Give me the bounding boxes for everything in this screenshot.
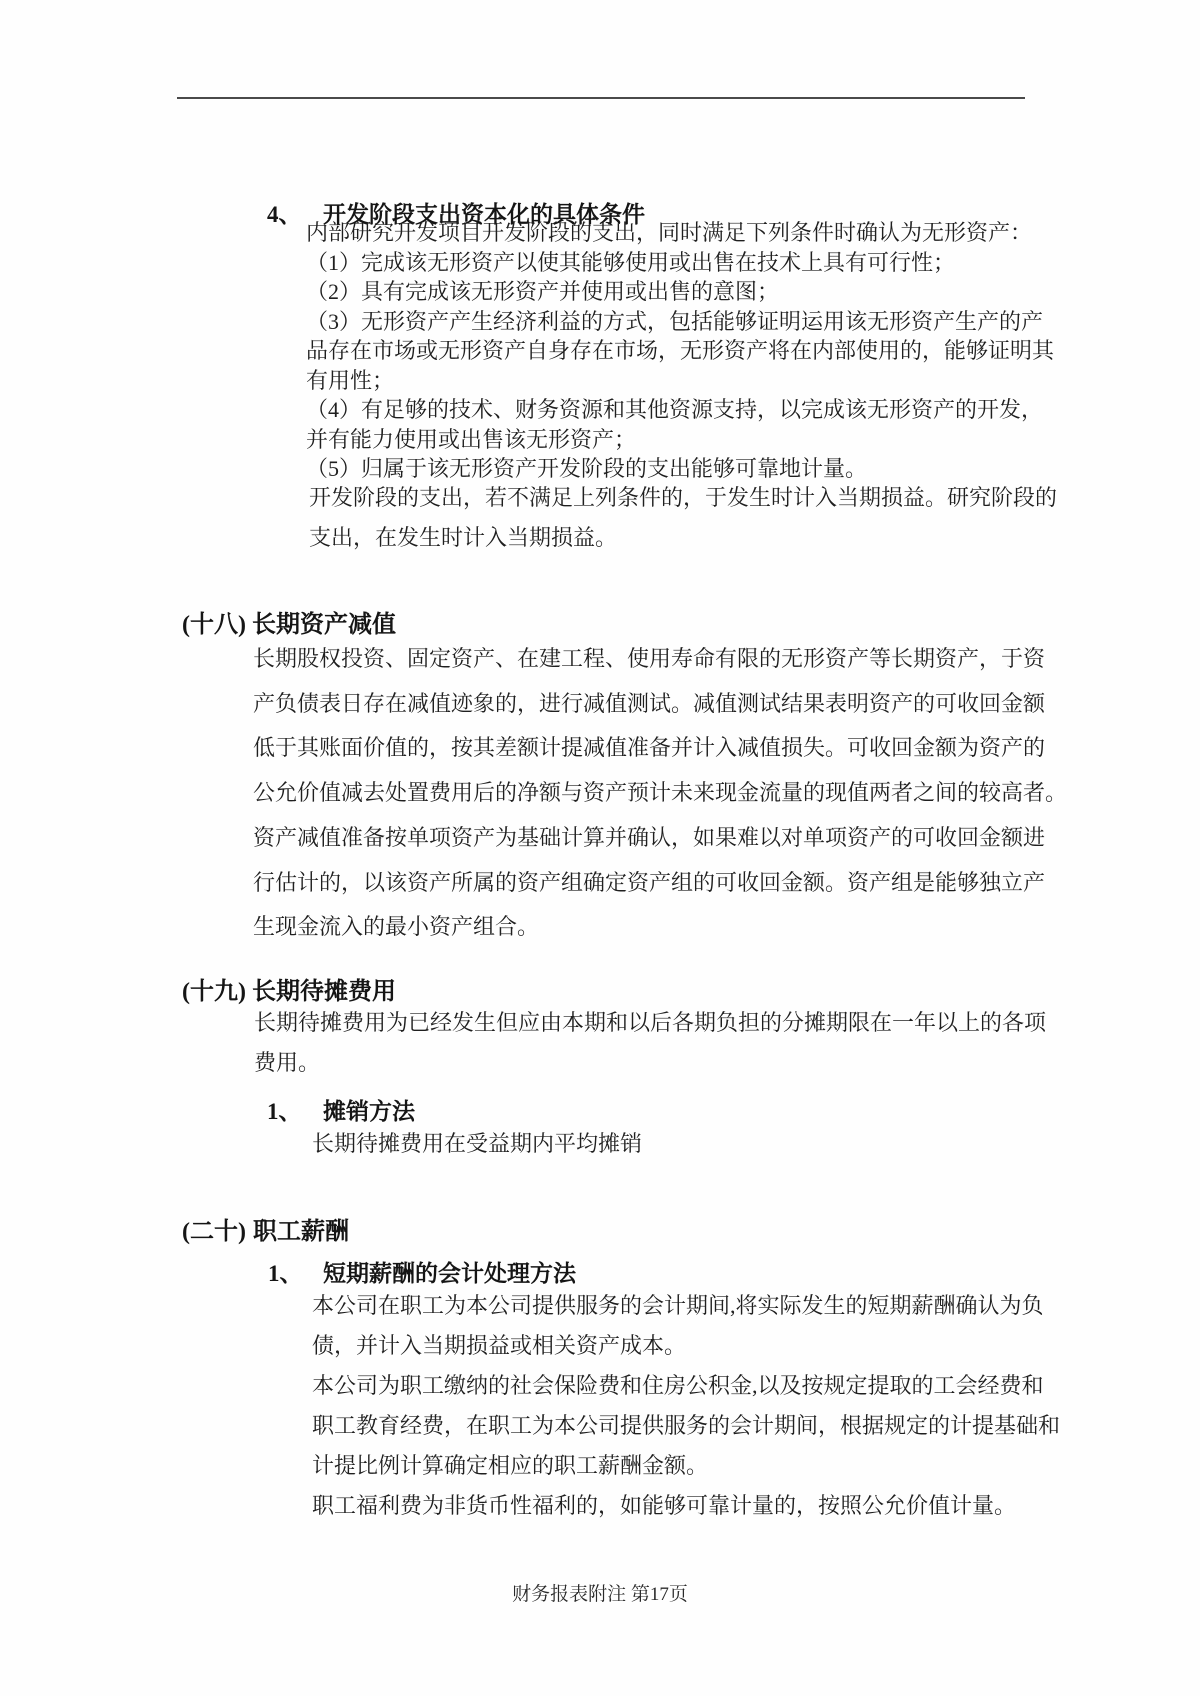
subsection-number: 1、 [268,1261,303,1286]
text-line: 支出，在发生时计入当期损益。 [309,524,618,550]
section-label: (十八) [182,612,246,638]
text-line: （5）归属于该无形资产开发阶段的支出能够可靠地计量。 [306,456,868,481]
text-line: 长期待摊费用为已经发生但应由本期和以后各期负担的分摊期限在一年以上的各项 [254,1010,1047,1035]
subsection-body-lines [312,1286,1060,1526]
text-line: （4）有足够的技术、财务资源和其他资源支持，以完成该无形资产的开发， [306,397,1044,422]
text-line: 开发阶段的支出，若不满足上列条件的，于发生时计入当期损益。研究阶段的 [309,485,1058,510]
subsection-body-lines [312,1129,642,1159]
subsection-closing-paragraph [309,478,1057,557]
section-label: (十九) [182,979,246,1005]
text-line: 费用。 [254,1049,321,1075]
subsection-title: 短期薪酬的会计处理方法 [323,1261,576,1286]
text-line: 生现金流入的最小资产组合。 [253,914,540,940]
page-footer: 财务报表附注 第17页 [512,1584,688,1605]
text-line: 资产减值准备按单项资产为基础计算并确认，如果难以对单项资产的可收回金额进 [253,824,1046,850]
section-body-lines [254,1003,1046,1082]
subsection-number: 4、 [267,202,302,227]
section-title: 长期待摊费用 [252,979,396,1005]
text-line: 内部研究开发项目开发阶段的支出，同时满足下列条件时确认为无形资产： [306,220,1033,245]
text-line: 计提比例计算确定相应的职工薪酬金额。 [312,1453,709,1478]
header-rule [177,97,1025,99]
text-line: 本公司在职工为本公司提供服务的会计期间,将实际发生的短期薪酬确认为负 [312,1293,1044,1318]
text-line: 有用性； [306,367,395,393]
section-body-lines [253,637,1067,950]
text-line: 本公司为职工缴纳的社会保险费和住房公积金,以及按规定提取的工会经费和 [312,1373,1044,1398]
text-line: 行估计的，以该资产所属的资产组确定资产组的可收回金额。资产组是能够独立产 [253,869,1046,895]
text-line: 长期股权投资、固定资产、在建工程、使用寿命有限的无形资产等长期资产，于资 [253,646,1046,671]
text-line: （1）完成该无形资产以使其能够使用或出售在技术上具有可行性； [306,249,956,275]
text-line: 职工福利费为非货币性福利的，如能够可靠计量的，按照公允价值计量。 [312,1493,1017,1518]
text-line: 低于其账面价值的，按其差额计提减值准备并计入减值损失。可收回金额为资产的 [253,735,1046,761]
text-line: （3）无形资产产生经济利益的方式，包括能够证明运用该无形资产生产的产 [306,308,1044,334]
section-title: 长期资产减值 [252,612,396,638]
subsection-title: 摊销方法 [323,1099,415,1124]
text-line: 产负债表日存在减值迹象的，进行减值测试。减值测试结果表明资产的可收回金额 [253,690,1046,716]
subsection-number: 1、 [267,1099,302,1124]
text-line: 品存在市场或无形资产自身存在市场，无形资产将在内部使用的，能够证明其 [306,338,1055,363]
text-line: 职工教育经费，在职工为本公司提供服务的会计期间，根据规定的计提基础和 [312,1413,1061,1438]
text-line: （2）具有完成该无形资产并使用或出售的意图； [306,279,780,304]
section-title: 职工薪酬 [253,1219,349,1245]
section-label: (二十) [182,1219,246,1245]
text-line: 公允价值减去处置费用后的净额与资产预计未来现金流量的现值两者之间的较高者。 [253,780,1068,806]
text-line: 长期待摊费用在受益期内平均摊销 [312,1131,643,1156]
subsection-title: 开发阶段支出资本化的具体条件 [323,202,645,227]
text-line: 债，并计入当期损益或相关资产成本。 [312,1333,687,1358]
text-line: 并有能力使用或出售该无形资产； [306,426,637,452]
subsection-body-lines [306,218,1054,484]
